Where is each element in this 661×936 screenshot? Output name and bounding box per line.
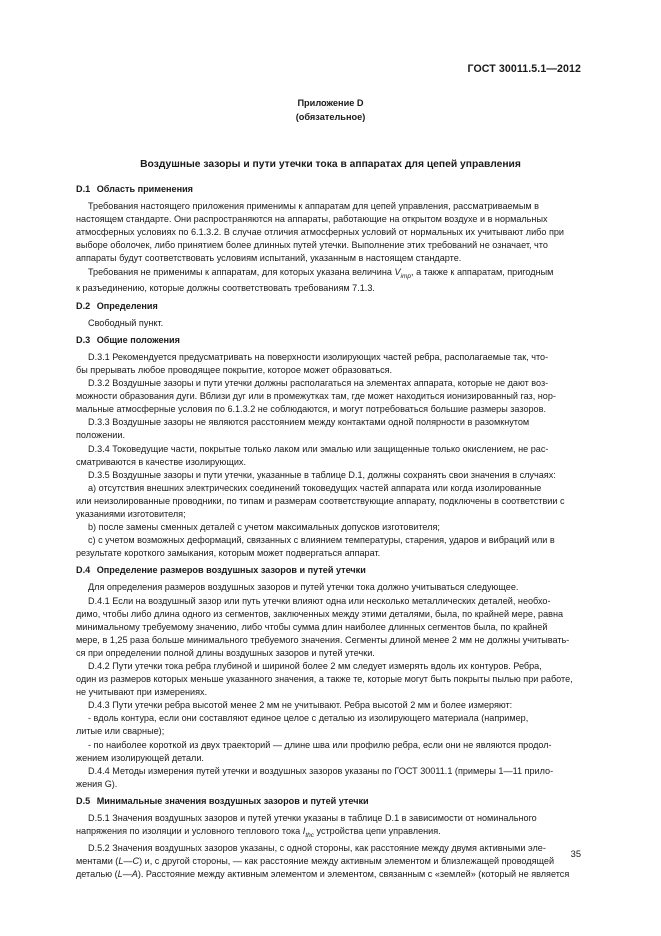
document-body: [76, 183, 581, 881]
appendix-title: Приложение D: [297, 98, 364, 108]
section-number: D.2: [76, 300, 91, 311]
text-line: жением изолирующей детали.: [76, 752, 204, 763]
section-heading-d3: [76, 334, 581, 347]
text-line: Требования настоящего приложения применимы к аппаратам для цепей управления, рассматриваемым в: [88, 201, 539, 212]
standard-number: ГОСТ 30011.5.1—2012: [467, 63, 581, 75]
text-line: атмосферных условиях по 6.1.3.2. В случае отличия атмосферных условий от нормальных их учитывают либо при: [76, 227, 565, 238]
section-number: D.5: [76, 795, 91, 806]
section-title: Область применения: [96, 184, 193, 194]
text-line: - по наиболее короткой из двух траекторий — длине шва или профилю ребра, если они не являются продол-: [88, 739, 552, 750]
text-line: или неизолированные проводники, по типам и размерам соответствующие аппарату, подключены в соответствии с: [76, 495, 565, 506]
text-line: [76, 825, 581, 842]
text-line: сматриваются в качестве изолирующих.: [76, 456, 246, 467]
text-line: можности образования дуги. Вблизи дуг или в промежутках там, где может находиться ионизированный газ, нор-: [76, 391, 556, 402]
section-number: D.3: [76, 334, 91, 345]
symbol-i: I: [302, 826, 306, 837]
text-fragment: ) и, с другой стороны, — как расстояние между активным элементом и близлежащей проводящей: [139, 856, 555, 867]
text-fragment: устройства цепи управления.: [313, 826, 441, 837]
text-line: настоящем стандарте. Они распространяются на аппараты, работающие на открытом воздухе и в нормальных: [76, 214, 548, 225]
text-line: минимальному требуемому значению, либо чтобы сумма длин наиболее длинных сегментов была, по крайней: [76, 621, 548, 632]
section-d3-body: [76, 351, 581, 561]
text-line: [76, 868, 581, 881]
appendix-heading: [0, 97, 661, 125]
section-d5-body: [76, 812, 581, 881]
text-line: D.4.1 Если на воздушный зазор или путь утечки влияют одна или несколько металлических деталей, необхо-: [88, 595, 551, 606]
text-line: D.4.2 Пути утечки тока ребра глубиной и шириной более 2 мм следует измерять вдоль их контуров. Ребра,: [88, 661, 542, 671]
section-title: Определения: [96, 300, 158, 311]
text-line: D.3.1 Рекомендуется предусматривать на поверхности изолирующих частей ребра, располагаемые так, что-: [88, 351, 549, 362]
section-title: Минимальные значения воздушных зазоров и путей утечки: [96, 795, 369, 806]
section-heading-d5: [76, 795, 581, 808]
section-heading-d4: [76, 564, 581, 577]
text-line: аппараты будут соответствовать условиям испытаний, указанным в настоящем стандарте.: [76, 253, 462, 264]
text-fragment: деталью (: [76, 869, 118, 880]
text-line: D.3.3 Воздушные зазоры не являются расстоянием между контактами одной полярности в разомкнутом: [88, 417, 530, 428]
text-fragment: напряжения по изоляции и условного теплового тока: [76, 826, 303, 837]
appendix-status: (обязательное): [295, 111, 366, 122]
text-line: Для определения размеров воздушных зазоров и путей утечки тока должно учитываться следующее.: [88, 582, 519, 593]
text-line: а) отсутствия внешних электрических соединений токоведущих частей аппарата или когда изолированные: [88, 482, 542, 493]
text-line: выборе оболочек, либо принятием более длинных путей утечки. Выполнение этих требований не означает, что: [76, 240, 548, 251]
text-line: b) после замены сменных деталей с учетом максимальных допусков изготовителя;: [88, 522, 440, 533]
section-heading-d2: [76, 300, 581, 313]
text-line: литые или сварные);: [76, 726, 165, 737]
text-line: мальные атмосферные условия по 6.1.3.2 не соблюдаются, и могут потребоваться большие размеры зазоров.: [76, 404, 546, 415]
symbol-lc: L—C: [118, 856, 140, 867]
text-line: [76, 266, 581, 283]
text-line: D.5.1 Значения воздушных зазоров и путей утечки указаны в таблице D.1 в зависимости от номинального: [88, 813, 537, 824]
text-line: результате короткого замыкания, которым может подвергаться аппарат.: [76, 548, 381, 559]
section-heading-d1: [76, 183, 581, 196]
section-number: D.1: [76, 184, 91, 194]
section-d4-body: [76, 581, 581, 791]
section-d1-body: [76, 200, 581, 295]
symbol-subscript: imp: [400, 272, 412, 280]
page-number: 35: [570, 849, 581, 859]
text-line: [76, 855, 581, 868]
text-line: один из размеров которых меньше указанного значения, а также те, которые могут быть покрыты пылью при работе,: [76, 674, 573, 685]
page-title: Воздушные зазоры и пути утечки тока в аппаратах для цепей управления: [140, 159, 521, 170]
text-line: бы прерывать любое проводящее покрытие, которое может образоваться.: [76, 364, 393, 375]
text-line: D.3.2 Воздушные зазоры и пути утечки должны располагаться на элементах аппарата, которые не дают воз-: [88, 378, 549, 389]
text-line: Свободный пункт.: [88, 317, 164, 328]
text-line: D.5.2 Значения воздушных зазоров указаны, с одной стороны, как расстояние между двумя активными эле-: [88, 843, 546, 854]
text-line: к разъединению, которые должны соответствовать требованиям 7.1.3.: [76, 283, 375, 294]
text-line: димо, чтобы либо длина одного из сегментов, заключенных между этими деталями, была, по крайней мере, равна: [76, 608, 564, 619]
text-line: D.3.5 Воздушные зазоры и пути утечки, указанные в таблице D.1, должны сохранять свои значения в случаях:: [88, 469, 556, 480]
text-line: положении.: [76, 430, 125, 441]
text-line: D.3.4 Токоведущие части, покрытые только лаком или эмалью или защищенные только окислением, не рас-: [88, 443, 549, 454]
text-line: указаниями изготовителя;: [76, 508, 186, 519]
symbol-la: L—A: [117, 869, 138, 880]
text-fragment: ментами (: [76, 856, 119, 867]
text-fragment: ). Расстояние между активным элементом и элементом, связанным с «землей» (который не является: [137, 869, 570, 880]
text-line: мере, в 1,25 раза больше минимального требуемого значения. Сегменты длиной менее 2 мм не должны учитывать-: [76, 634, 570, 645]
symbol-subscript: thc: [305, 831, 314, 839]
section-title: Общие положения: [96, 334, 180, 345]
text-line: ся при определении полной длины воздушных зазоров и путей утечки.: [76, 647, 375, 658]
section-number: D.4: [76, 565, 91, 576]
text-line: жения G).: [76, 778, 118, 789]
text-line: - вдоль контура, если они составляют единое целое с деталью из изолирующего материала (например,: [88, 713, 529, 724]
text-fragment: , а также к аппаратам, пригодным: [411, 266, 554, 277]
text-fragment: Требования не применимы к аппаратам, для которых указана величина: [88, 266, 395, 277]
text-line: c) с учетом возможных деформаций, связанных с влиянием температуры, старения, ударов и вибраций или в: [88, 535, 555, 546]
symbol-v: V: [394, 266, 401, 277]
section-title: Определение размеров воздушных зазоров и путей утечки: [96, 565, 366, 576]
text-line: D.4.4 Методы измерения путей утечки и воздушных зазоров указаны по ГОСТ 30011.1 (примеры 1—11 прило-: [88, 765, 554, 776]
text-line: не учитывают при измерениях.: [76, 687, 208, 698]
text-line: D.4.3 Пути утечки ребра высотой менее 2 мм не учитывают. Ребра высотой 2 мм и более измеряют:: [88, 700, 513, 711]
